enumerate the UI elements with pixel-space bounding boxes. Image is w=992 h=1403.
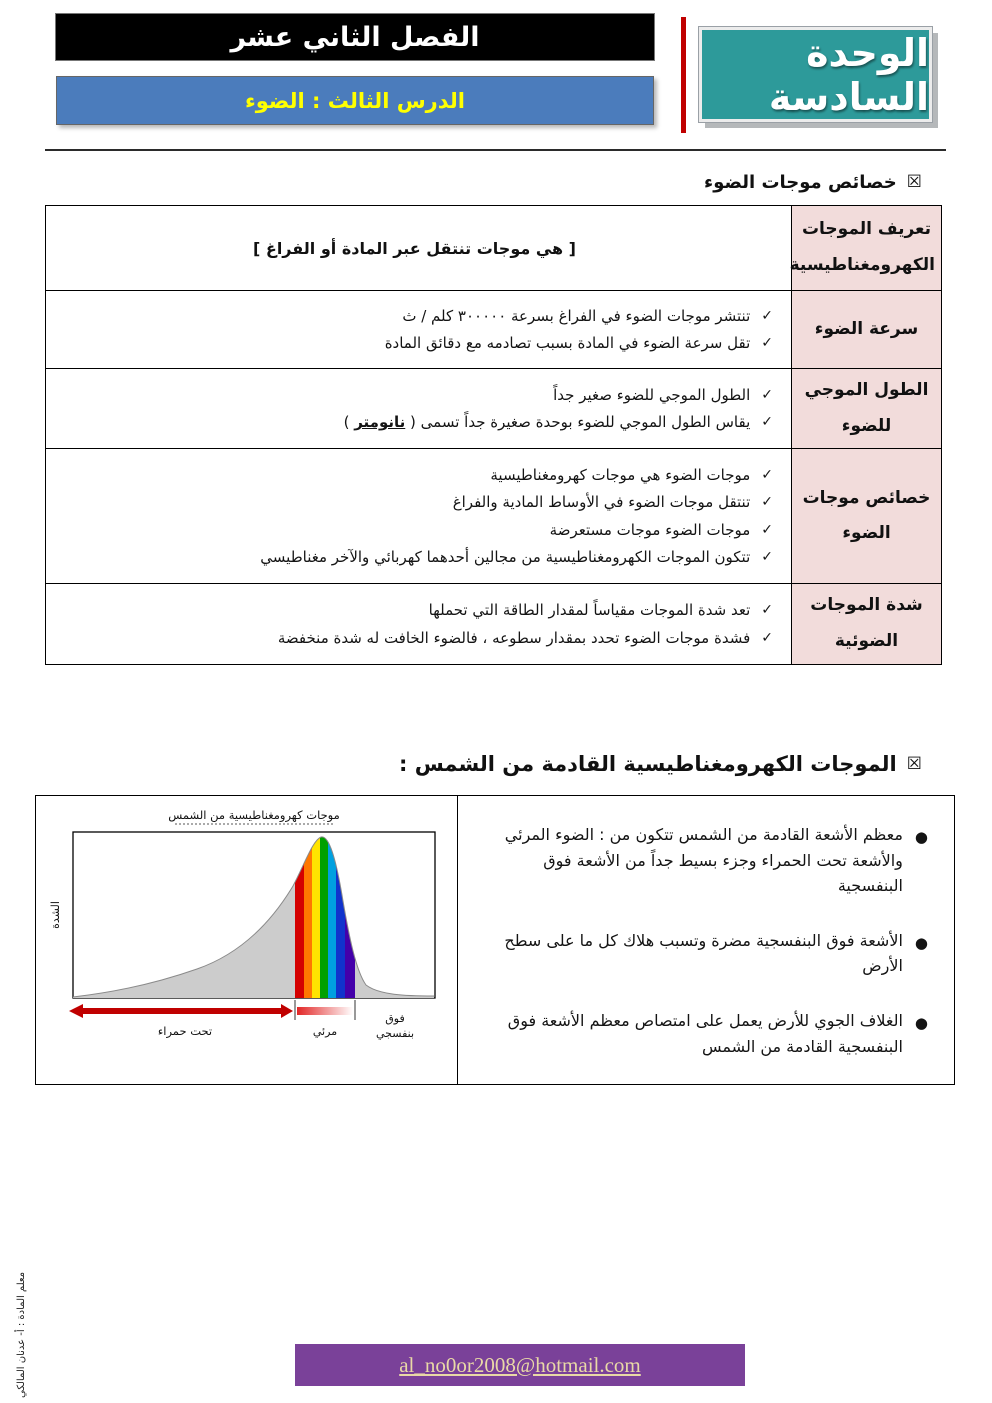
spectrum-chart-svg — [47, 806, 447, 1056]
bullet-icon: ● — [914, 1013, 928, 1032]
visible-label: مرئي — [312, 1025, 337, 1038]
checklist-text: تتكون الموجات الكهرومغناطيسية من مجالين أحدهما كهربائي والآخر مغناطيسي — [260, 548, 751, 567]
infrared-arrow-right-head — [281, 1004, 293, 1018]
checkbox-x-icon: ☒ — [906, 172, 922, 192]
lesson-title: الدرس الثالث : الضوء — [245, 88, 465, 113]
section-title: الموجات الكهرومغناطيسية القادمة من الشمس : — [399, 752, 897, 776]
list-item — [474, 1008, 928, 1059]
chart-title: موجات كهرومغناطيسية من الشمس — [167, 808, 340, 822]
red-divider-line — [681, 17, 686, 133]
bullet-text: الأشعة فوق البنفسجية مضرة وتسبب هلاك كل ما على سطح الأرض — [504, 930, 903, 976]
checklist-item — [56, 305, 773, 328]
checklist-text: موجات الضوء موجات مستعرضة — [549, 520, 751, 539]
checklist-item — [56, 332, 773, 355]
table-row-wave-properties — [46, 449, 942, 584]
y-axis-label: الشدة — [48, 901, 62, 929]
email-link[interactable]: al_no0or2008@hotmail.com — [399, 1352, 641, 1377]
teacher-credit: معلم المادة : أ- عدنان المالكي — [16, 1271, 27, 1398]
spectrum-stripe — [320, 832, 328, 998]
email-bar — [295, 1344, 745, 1386]
row-content-cell — [46, 449, 792, 584]
section-heading-sun-waves — [399, 752, 922, 776]
checklist-text: تنتشر موجات الضوء في الفراغ بسرعة ٣٠٠٠٠٠ كلم / ث — [402, 306, 751, 325]
sun-waves-box — [35, 795, 955, 1085]
checklist-text: موجات الضوء هي موجات كهرومغناطيسية — [490, 465, 751, 484]
check-icon: ✓ — [761, 335, 773, 351]
check-icon: ✓ — [761, 414, 773, 431]
lesson-title-box — [56, 76, 654, 125]
chapter-title-box — [55, 13, 655, 61]
table-row-definition — [46, 206, 942, 291]
row-content-cell — [46, 584, 792, 664]
row-header-cell: شدة الموجات الضوئية — [792, 584, 942, 664]
ultraviolet-label-line2: بنفسجي — [375, 1027, 414, 1040]
horizontal-rule — [45, 149, 946, 151]
checklist-item — [56, 464, 773, 487]
row-content-cell — [46, 369, 792, 449]
list-item — [474, 822, 928, 899]
visible-fade-strip — [297, 1007, 353, 1015]
check-icon: ✓ — [761, 549, 773, 566]
row-header-cell: الطول الموجي للضوء — [792, 369, 942, 449]
spectrum-stripe — [312, 832, 320, 998]
checklist-text — [344, 411, 751, 434]
definition-text: [ هي موجات تنتقل عبر المادة أو الفراغ ] — [253, 238, 576, 258]
sun-waves-bullet-list — [457, 796, 954, 1084]
checklist-item — [56, 599, 773, 622]
infrared-arrow-left-head — [69, 1004, 83, 1018]
checklist-text: الطول الموجي للضوء صغير جداً — [553, 385, 751, 404]
ultraviolet-label-line1: فوق — [384, 1012, 405, 1025]
check-icon: ✓ — [761, 466, 773, 483]
checklist-text: تنتقل موجات الضوء في الأوساط المادية والفراغ — [452, 493, 751, 512]
list-item — [474, 928, 928, 979]
check-icon: ✓ — [761, 602, 773, 619]
check-icon: ✓ — [761, 521, 773, 538]
checkbox-x-icon: ☒ — [906, 753, 922, 774]
row-header-cell: خصائص موجات الضوء — [792, 449, 942, 584]
check-icon: ✓ — [761, 629, 773, 646]
row-content-cell — [46, 291, 792, 369]
table-row-speed — [46, 291, 942, 369]
unit-title: الوحدة السادسة — [768, 30, 929, 119]
row-content-cell — [46, 206, 792, 291]
chapter-title: الفصل الثاني عشر — [230, 21, 480, 53]
checklist-item — [56, 411, 773, 434]
bullet-text: معظم الأشعة القادمة من الشمس تتكون من : الضوء المرئي والأشعة تحت الحمراء وجزء بسيط جداً من الأشعة فوق البنفسجية — [504, 825, 903, 896]
checklist-item — [56, 627, 773, 650]
nanometer-prefix: يقاس الطول الموجي للضوء بوحدة صغيرة جداً تسمى ( — [410, 413, 751, 432]
check-icon: ✓ — [761, 386, 773, 403]
checklist-item — [56, 546, 773, 569]
nanometer-suffix: ) — [343, 413, 350, 432]
checklist-text: تعد شدة الموجات مقياساً لمقدار الطاقة التي تحملها — [428, 601, 751, 620]
nanometer-term: نانومتر — [354, 413, 406, 432]
checklist-item — [56, 384, 773, 407]
checklist-text: تقل سرعة الضوء في المادة بسبب تصادمه مع دقائق المادة — [384, 334, 751, 352]
row-header-cell: تعريف الموجات الكهرومغناطيسية — [792, 206, 942, 291]
bullet-icon: ● — [914, 933, 928, 952]
spectrum-chart — [36, 796, 457, 1084]
section-heading-properties — [704, 172, 922, 193]
check-icon: ✓ — [761, 494, 773, 511]
properties-table — [45, 205, 942, 665]
checklist-text: فشدة موجات الضوء تحدد بمقدار سطوعه ، فالضوء الخافت له شدة منخفضة — [277, 628, 751, 647]
x-axis-regions — [69, 1000, 414, 1040]
section-title: خصائص موجات الضوء — [704, 172, 897, 193]
check-icon: ✓ — [761, 307, 773, 324]
row-header-cell: سرعة الضوء — [792, 291, 942, 369]
infrared-arrow-shaft — [81, 1008, 281, 1014]
table-row-wavelength — [46, 369, 942, 449]
bullet-text: الغلاف الجوي للأرض يعمل على امتصاص معظم الأشعة فوق البنفسجية القادمة من الشمس — [507, 1010, 903, 1056]
unit-title-box — [699, 27, 932, 122]
checklist-item — [56, 491, 773, 514]
infrared-label: تحت حمراء — [157, 1024, 212, 1038]
table-row-intensity — [46, 584, 942, 664]
bullet-icon: ● — [914, 828, 928, 846]
checklist-item — [56, 519, 773, 542]
